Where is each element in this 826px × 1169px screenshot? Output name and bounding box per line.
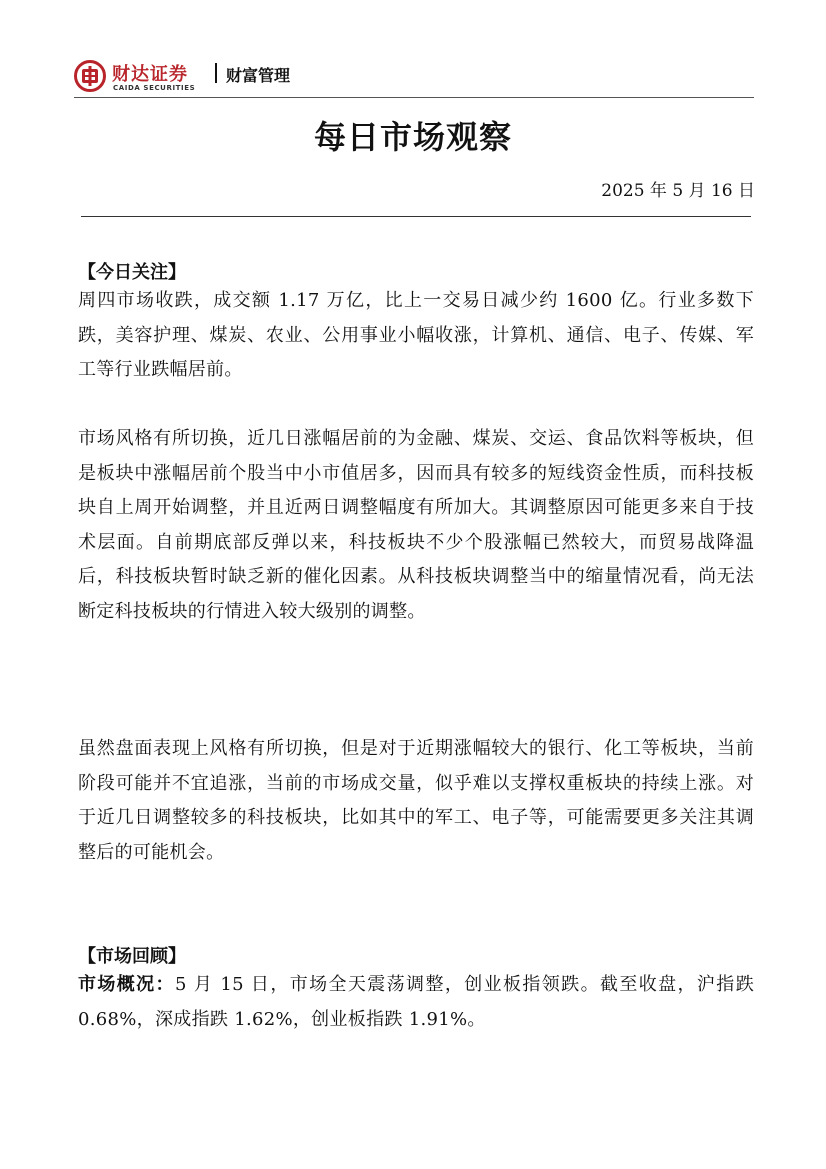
brand-name-en: CAIDA SECURITIES bbox=[113, 84, 196, 92]
paragraph: 市场风格有所切换，近几日涨幅居前的为金融、煤炭、交运、食品饮料等板块，但是板块中涨幅居前个股当中小市值居多，因而具有较多的短线资金性质，而科技板块自上周开始调整，并且近两日调整幅度有所加大。其调整原因可能更多来自于技术层面。自前期底部反弹以来，科技板块不少个股涨幅已然较大，而贸易战降温后，科技板块暂时缺乏新的催化因素。从科技板块调整当中的缩量情况看，尚无法断定科技板块的行情进入较大级别的调整。 bbox=[78, 428, 754, 622]
caida-logo-icon bbox=[74, 60, 106, 92]
report-date: 2025 年 5 月 16 日 bbox=[601, 181, 755, 201]
market-overview-label: 市场概况： bbox=[78, 974, 175, 995]
market-overview-paragraph bbox=[78, 968, 754, 1037]
page-title: 每日市场观察 bbox=[313, 118, 512, 156]
header-divider bbox=[74, 97, 754, 98]
section-heading-market-review: 【市场回顾】 bbox=[78, 946, 186, 967]
date-divider bbox=[81, 216, 751, 217]
section-heading-today-focus: 【今日关注】 bbox=[78, 262, 186, 283]
brand-separator bbox=[215, 63, 217, 83]
paragraph: 周四市场收跌，成交额 1.17 万亿，比上一交易日减少约 1600 亿。行业多数下跌，美容护理、煤炭、农业、公用事业小幅收涨，计算机、通信、电子、传媒、军工等行业跌幅居前。 bbox=[78, 290, 754, 380]
brand-name-cn: 财达证券 bbox=[112, 64, 188, 85]
brand-subtitle: 财富管理 bbox=[226, 66, 291, 85]
paragraph: 虽然盘面表现上风格有所切换，但是对于近期涨幅较大的银行、化工等板块，当前阶段可能并不宜追涨，当前的市场成交量，似乎难以支撑权重板块的持续上涨。对于近几日调整较多的科技板块，比如其中的军工、电子等，可能需要更多关注其调整后的可能机会。 bbox=[78, 738, 754, 863]
report-header bbox=[74, 58, 754, 98]
market-overview-text: 5 月 15 日，市场全天震荡调整，创业板指领跌。截至收盘，沪指跌 0.68%，深成指跌 1.62%，创业板指跌 1.91%。 bbox=[78, 974, 754, 1030]
